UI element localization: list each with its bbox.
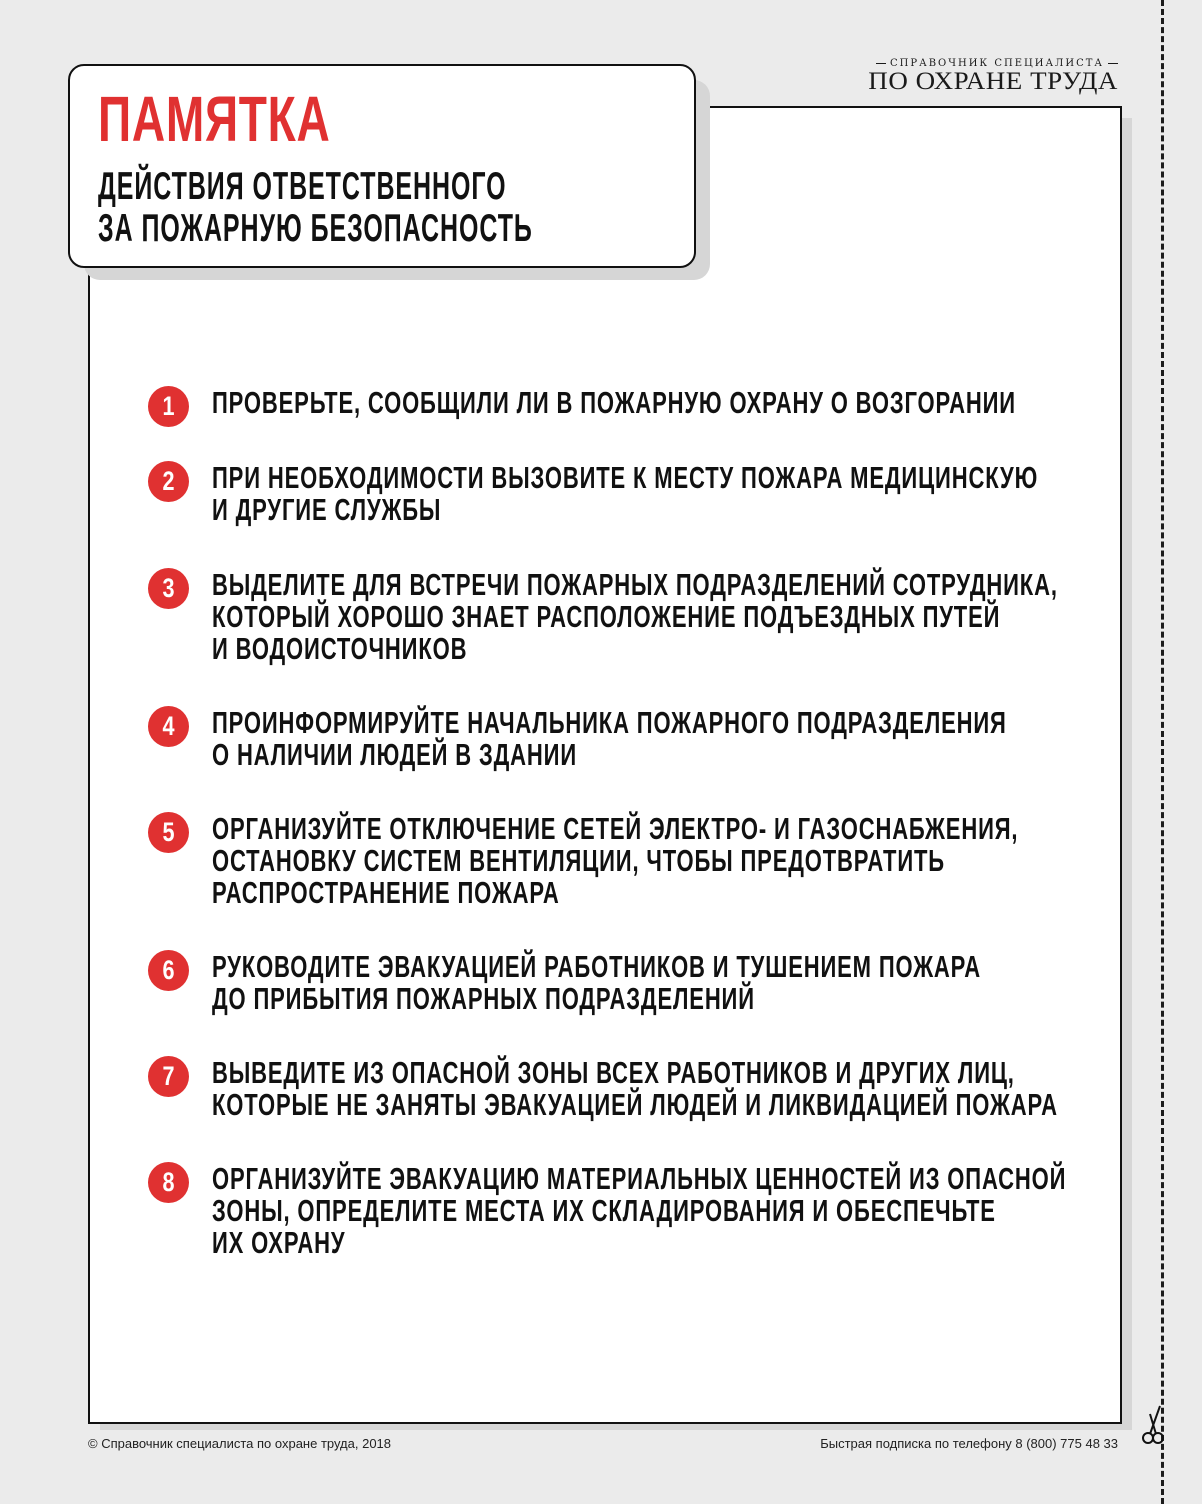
step-number-badge: 8 [148,1162,189,1203]
list-item [148,568,1202,665]
page-subtitle: ДЕЙСТВИЯ ОТВЕТСТВЕННОГО ЗА ПОЖАРНУЮ БЕЗОПАСНОСТЬ [98,165,533,250]
step-number-badge: 6 [148,950,189,991]
step-number-badge: 5 [148,812,189,853]
step-number-badge: 7 [148,1056,189,1097]
list-item [148,461,1202,526]
list-item [148,1056,1202,1121]
brand-title: ПО ОХРАНЕ ТРУДА [868,68,1118,95]
list-item [148,1162,1202,1259]
step-text: ВЫВЕДИТЕ ИЗ ОПАСНОЙ ЗОНЫ ВСЕХ РАБОТНИКОВ И ДРУГИХ ЛИЦ, КОТОРЫЕ НЕ ЗАНЯТЫ ЭВАКУАЦИЕЙ ЛЮДЕЙ И ЛИКВИДАЦИЕЙ ПОЖАРА [212,1055,1058,1122]
title-box [68,64,696,268]
list-item [148,812,1202,909]
step-text: ОРГАНИЗУЙТЕ ЭВАКУАЦИЮ МАТЕРИАЛЬНЫХ ЦЕННОСТЕЙ ИЗ ОПАСНОЙ ЗОНЫ, ОПРЕДЕЛИТЕ МЕСТА ИХ СКЛАДИРОВАНИЯ И ОБЕСПЕЧЬТЕ ИХ ОХРАНУ [212,1161,1067,1260]
scissors-icon [1140,1402,1166,1446]
step-text: ОРГАНИЗУЙТЕ ОТКЛЮЧЕНИЕ СЕТЕЙ ЭЛЕКТРО- И ГАЗОСНАБЖЕНИЯ, ОСТАНОВКУ СИСТЕМ ВЕНТИЛЯЦИИ, ЧТОБЫ ПРЕДОТВРАТИТЬ РАСПРОСТРАНЕНИЕ ПОЖАРА [212,811,1019,910]
step-text: ВЫДЕЛИТЕ ДЛЯ ВСТРЕЧИ ПОЖАРНЫХ ПОДРАЗДЕЛЕНИЙ СОТРУДНИКА, КОТОРЫЙ ХОРОШО ЗНАЕТ РАСПОЛОЖЕНИЕ ПОДЪЕЗДНЫХ ПУТЕЙ И ВОДОИСТОЧНИКОВ [212,567,1058,666]
step-number-badge: 4 [148,706,189,747]
list-item [148,386,1202,427]
step-text: ПРИ НЕОБХОДИМОСТИ ВЫЗОВИТЕ К МЕСТУ ПОЖАРА МЕДИЦИНСКУЮ И ДРУГИЕ СЛУЖБЫ [212,460,1039,527]
brand-tagline: СПРАВОЧНИК СПЕЦИАЛИСТА [876,58,1118,69]
step-number-badge: 2 [148,461,189,502]
list-item [148,706,1202,771]
step-number-badge: 3 [148,568,189,609]
step-number-badge: 1 [148,386,189,427]
step-text: ПРОВЕРЬТЕ, СООБЩИЛИ ЛИ В ПОЖАРНУЮ ОХРАНУ О ВОЗГОРАНИИ [212,385,1016,420]
page-title: ПАМЯТКА [98,83,331,155]
footer-copyright: © Справочник специалиста по охране труда, 2018 [88,1436,392,1451]
footer-subscription-phone: Быстрая подписка по телефону 8 (800) 775 48 33 [820,1436,1118,1451]
publication-brand [868,58,1118,95]
list-item [148,950,1202,1015]
step-text: РУКОВОДИТЕ ЭВАКУАЦИЕЙ РАБОТНИКОВ И ТУШЕНИЕМ ПОЖАРА ДО ПРИБЫТИЯ ПОЖАРНЫХ ПОДРАЗДЕЛЕНИЙ [212,949,982,1016]
step-text: ПРОИНФОРМИРУЙТЕ НАЧАЛЬНИКА ПОЖАРНОГО ПОДРАЗДЕЛЕНИЯ О НАЛИЧИИ ЛЮДЕЙ В ЗДАНИИ [212,705,1007,772]
